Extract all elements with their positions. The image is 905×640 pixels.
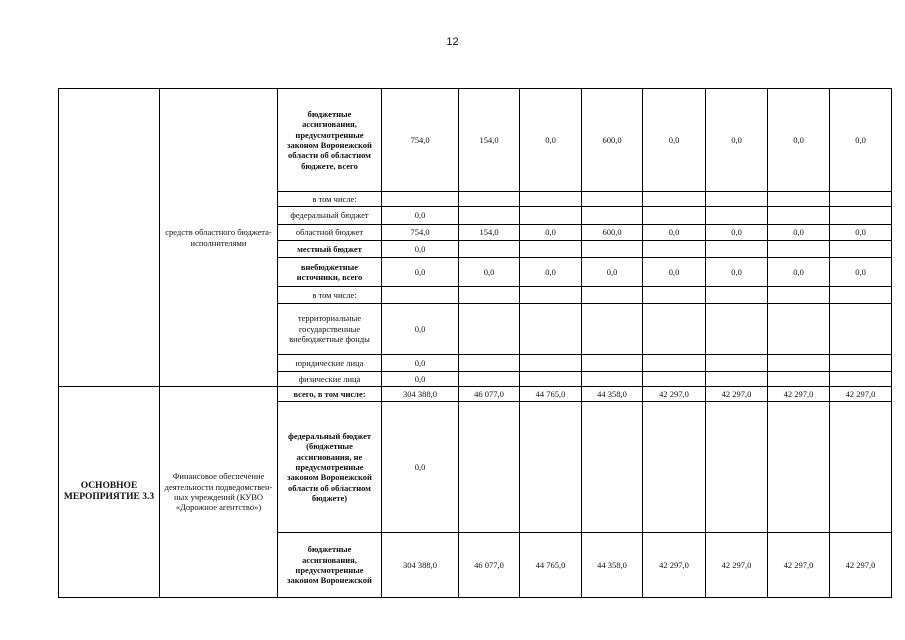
amount-cell: 42 297,0 xyxy=(643,533,706,598)
table-row xyxy=(59,387,892,402)
amount-cell xyxy=(830,371,892,387)
amount-cell xyxy=(582,287,643,304)
amount-cell: 42 297,0 xyxy=(830,533,892,598)
amount-cell xyxy=(768,241,830,258)
amount-cell xyxy=(520,401,582,532)
amount-cell xyxy=(520,287,582,304)
amount-cell: 0,0 xyxy=(382,371,459,387)
measure-cell xyxy=(59,89,160,387)
amount-cell xyxy=(643,354,706,371)
amount-cell xyxy=(459,371,520,387)
budget-table xyxy=(58,88,892,598)
amount-cell: 0,0 xyxy=(830,257,892,286)
amount-cell xyxy=(643,371,706,387)
amount-cell xyxy=(830,241,892,258)
amount-cell: 46 077,0 xyxy=(459,533,520,598)
amount-cell: 600,0 xyxy=(582,89,643,192)
funding-source-cell: в том числе: xyxy=(278,287,382,304)
executor-cell: Финансовое обеспечение деятельности подведомствен-ных учреждений (КУВО «Дорожное агентство») xyxy=(160,387,278,598)
funding-source-cell: юридические лица xyxy=(278,354,382,371)
amount-cell: 0,0 xyxy=(830,89,892,192)
funding-source-cell: физические лица xyxy=(278,371,382,387)
amount-cell xyxy=(830,192,892,207)
amount-cell: 304 388,0 xyxy=(382,387,459,402)
amount-cell: 44 358,0 xyxy=(582,387,643,402)
amount-cell: 44 765,0 xyxy=(520,533,582,598)
amount-cell xyxy=(706,401,768,532)
amount-cell xyxy=(830,287,892,304)
amount-cell: 44 358,0 xyxy=(582,533,643,598)
amount-cell: 754,0 xyxy=(382,224,459,241)
amount-cell xyxy=(768,303,830,354)
amount-cell xyxy=(643,401,706,532)
amount-cell: 42 297,0 xyxy=(830,387,892,402)
amount-cell xyxy=(459,303,520,354)
amount-cell: 42 297,0 xyxy=(706,387,768,402)
amount-cell xyxy=(706,303,768,354)
amount-cell: 0,0 xyxy=(706,257,768,286)
amount-cell: 42 297,0 xyxy=(643,387,706,402)
measure-cell xyxy=(59,387,160,598)
amount-cell xyxy=(459,241,520,258)
amount-cell xyxy=(582,303,643,354)
amount-cell xyxy=(706,192,768,207)
funding-source-cell: бюджетные ассигнования, предусмотренные законом Воронежской области об областном бюджете, всего xyxy=(278,89,382,192)
amount-cell xyxy=(459,287,520,304)
executor-cell: средств областного бюджета-исполнителями xyxy=(160,89,278,387)
amount-cell xyxy=(768,401,830,532)
amount-cell xyxy=(520,303,582,354)
funding-source-cell: в том числе: xyxy=(278,192,382,207)
amount-cell xyxy=(459,401,520,532)
amount-cell xyxy=(768,287,830,304)
amount-cell xyxy=(830,206,892,224)
amount-cell: 0,0 xyxy=(643,257,706,286)
amount-cell: 0,0 xyxy=(768,257,830,286)
funding-source-cell: местный бюджет xyxy=(278,241,382,258)
amount-cell xyxy=(643,287,706,304)
amount-cell xyxy=(643,303,706,354)
funding-source-cell: областной бюджет xyxy=(278,224,382,241)
amount-cell: 0,0 xyxy=(643,89,706,192)
amount-cell xyxy=(768,206,830,224)
funding-source-cell: федеральный бюджет xyxy=(278,206,382,224)
measure-title: ОСНОВНОЕ МЕРОПРИЯТИЕ 3.3 xyxy=(63,480,155,503)
funding-source-cell: федеральный бюджет (бюджетные ассигнования, не предусмотренные законом Воронежской области об областном бюджете) xyxy=(278,401,382,532)
funding-source-cell: территориальные государственные внебюджетные фонды xyxy=(278,303,382,354)
amount-cell xyxy=(643,206,706,224)
amount-cell xyxy=(706,206,768,224)
amount-cell xyxy=(706,371,768,387)
amount-cell xyxy=(768,371,830,387)
amount-cell xyxy=(582,192,643,207)
amount-cell: 0,0 xyxy=(520,89,582,192)
amount-cell xyxy=(706,241,768,258)
amount-cell xyxy=(520,241,582,258)
amount-cell xyxy=(830,401,892,532)
amount-cell: 42 297,0 xyxy=(706,533,768,598)
amount-cell xyxy=(382,192,459,207)
amount-cell xyxy=(830,354,892,371)
amount-cell: 42 297,0 xyxy=(768,387,830,402)
amount-cell xyxy=(582,206,643,224)
amount-cell xyxy=(768,192,830,207)
amount-cell xyxy=(582,401,643,532)
page-number: 12 xyxy=(446,36,459,48)
amount-cell: 0,0 xyxy=(459,257,520,286)
amount-cell xyxy=(459,354,520,371)
funding-source-cell: всего, в том числе: xyxy=(278,387,382,402)
amount-cell xyxy=(706,287,768,304)
funding-source-cell: внебюджетные источники, всего xyxy=(278,257,382,286)
amount-cell: 0,0 xyxy=(768,89,830,192)
amount-cell xyxy=(643,192,706,207)
amount-cell xyxy=(830,303,892,354)
amount-cell: 0,0 xyxy=(520,257,582,286)
amount-cell: 154,0 xyxy=(459,224,520,241)
amount-cell: 304 388,0 xyxy=(382,533,459,598)
amount-cell: 0,0 xyxy=(382,354,459,371)
amount-cell xyxy=(582,371,643,387)
amount-cell xyxy=(520,192,582,207)
amount-cell xyxy=(520,206,582,224)
amount-cell: 42 297,0 xyxy=(768,533,830,598)
amount-cell xyxy=(459,192,520,207)
amount-cell: 0,0 xyxy=(520,224,582,241)
amount-cell xyxy=(706,354,768,371)
amount-cell: 600,0 xyxy=(582,224,643,241)
amount-cell: 0,0 xyxy=(382,241,459,258)
funding-source-cell: бюджетные ассигнования, предусмотренные законом Воронежской xyxy=(278,533,382,598)
amount-cell: 44 765,0 xyxy=(520,387,582,402)
amount-cell: 0,0 xyxy=(382,401,459,532)
amount-cell: 0,0 xyxy=(768,224,830,241)
amount-cell: 0,0 xyxy=(706,89,768,192)
amount-cell: 0,0 xyxy=(643,224,706,241)
amount-cell: 0,0 xyxy=(830,224,892,241)
amount-cell xyxy=(768,354,830,371)
amount-cell: 754,0 xyxy=(382,89,459,192)
amount-cell xyxy=(520,371,582,387)
amount-cell: 0,0 xyxy=(706,224,768,241)
amount-cell xyxy=(582,241,643,258)
amount-cell xyxy=(520,354,582,371)
amount-cell xyxy=(582,354,643,371)
amount-cell xyxy=(643,241,706,258)
amount-cell: 46 077,0 xyxy=(459,387,520,402)
amount-cell: 154,0 xyxy=(459,89,520,192)
amount-cell xyxy=(459,206,520,224)
amount-cell: 0,0 xyxy=(582,257,643,286)
amount-cell: 0,0 xyxy=(382,257,459,286)
table-row xyxy=(59,89,892,192)
amount-cell: 0,0 xyxy=(382,206,459,224)
amount-cell: 0,0 xyxy=(382,303,459,354)
amount-cell xyxy=(382,287,459,304)
